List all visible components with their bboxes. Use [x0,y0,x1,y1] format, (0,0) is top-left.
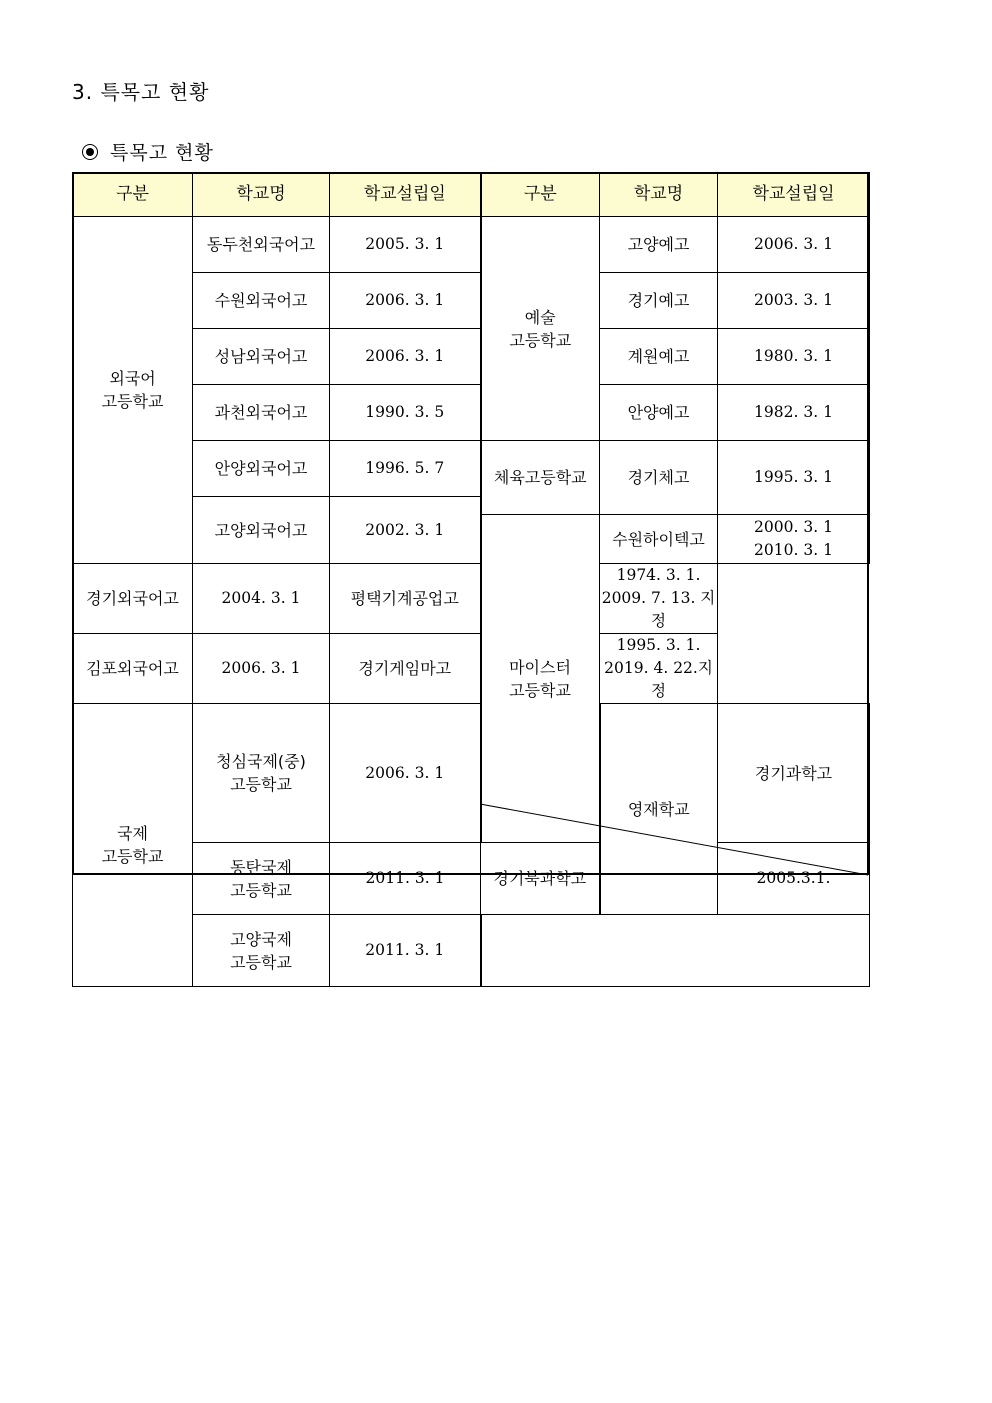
header-school-name: 학교명 [600,173,718,217]
school-name: 경기외국어고 [73,564,193,634]
founded-date: 1995. 3. 1. 2019. 4. 22.지정 [600,634,718,704]
founded-date: 2006. 3. 1 [330,704,481,843]
school-name: 동탄국제 고등학교 [193,843,330,915]
school-name: 경기예고 [600,273,718,329]
school-name: 고양외국어고 [193,497,330,564]
school-name: 김포외국어고 [73,634,193,704]
school-name: 고양국제 고등학교 [193,915,330,987]
school-name: 수원외국어고 [193,273,330,329]
header-founded-date: 학교설립일 [718,173,870,217]
founded-date: 1982. 3. 1 [718,385,870,441]
founded-date: 1974. 3. 1. 2009. 7. 13. 지정 [600,564,718,634]
founded-date: 1995. 3. 1 [718,441,870,515]
founded-date: 1980. 3. 1 [718,329,870,385]
school-name: 경기과학고 [718,704,870,843]
school-name: 계원예고 [600,329,718,385]
school-name: 안양외국어고 [193,441,330,497]
category-arts: 예술 고등학교 [481,217,600,441]
founded-date: 2006. 3. 1 [330,329,481,385]
founded-date: 2005. 3. 1 [330,217,481,273]
school-name: 성남외국어고 [193,329,330,385]
founded-date: 2005.3.1. [718,843,870,915]
school-name: 안양예고 [600,385,718,441]
category-foreign-language: 외국어 고등학교 [73,217,193,564]
header-school-name: 학교명 [193,173,330,217]
header-category: 구분 [481,173,600,217]
school-name: 수원하이텍고 [600,515,718,564]
category-international: 국제 고등학교 [73,704,193,987]
founded-date: 2006. 3. 1 [718,217,870,273]
school-name: 동두천외국어고 [193,217,330,273]
founded-date: 2002. 3. 1 [330,497,481,564]
page-heading: 3. 특목고 현황 [72,80,210,104]
founded-date: 2006. 3. 1 [330,273,481,329]
founded-date: 2004. 3. 1 [193,564,330,634]
school-name: 평택기계공업고 [330,564,481,634]
school-name: 고양예고 [600,217,718,273]
subheading-text: 특목고 현황 [110,142,214,164]
founded-date: 2000. 3. 1 2010. 3. 1 [718,515,870,564]
header-founded-date: 학교설립일 [330,173,481,217]
school-name: 경기북과학고 [481,843,600,915]
founded-date: 2003. 3. 1 [718,273,870,329]
school-name: 경기체고 [600,441,718,515]
school-name: 경기게임마고 [330,634,481,704]
category-sports: 체육고등학교 [481,441,600,515]
founded-date: 2006. 3. 1 [193,634,330,704]
founded-date: 1996. 5. 7 [330,441,481,497]
header-category: 구분 [73,173,193,217]
founded-date: 2011. 3. 1 [330,843,481,915]
school-name: 과천외국어고 [193,385,330,441]
category-meister: 마이스터 고등학교 [481,515,600,843]
category-gifted: 영재학교 [600,704,718,915]
school-name: 청심국제(중) 고등학교 [193,704,330,843]
founded-date: 2011. 3. 1 [330,915,481,987]
founded-date: 1990. 3. 5 [330,385,481,441]
